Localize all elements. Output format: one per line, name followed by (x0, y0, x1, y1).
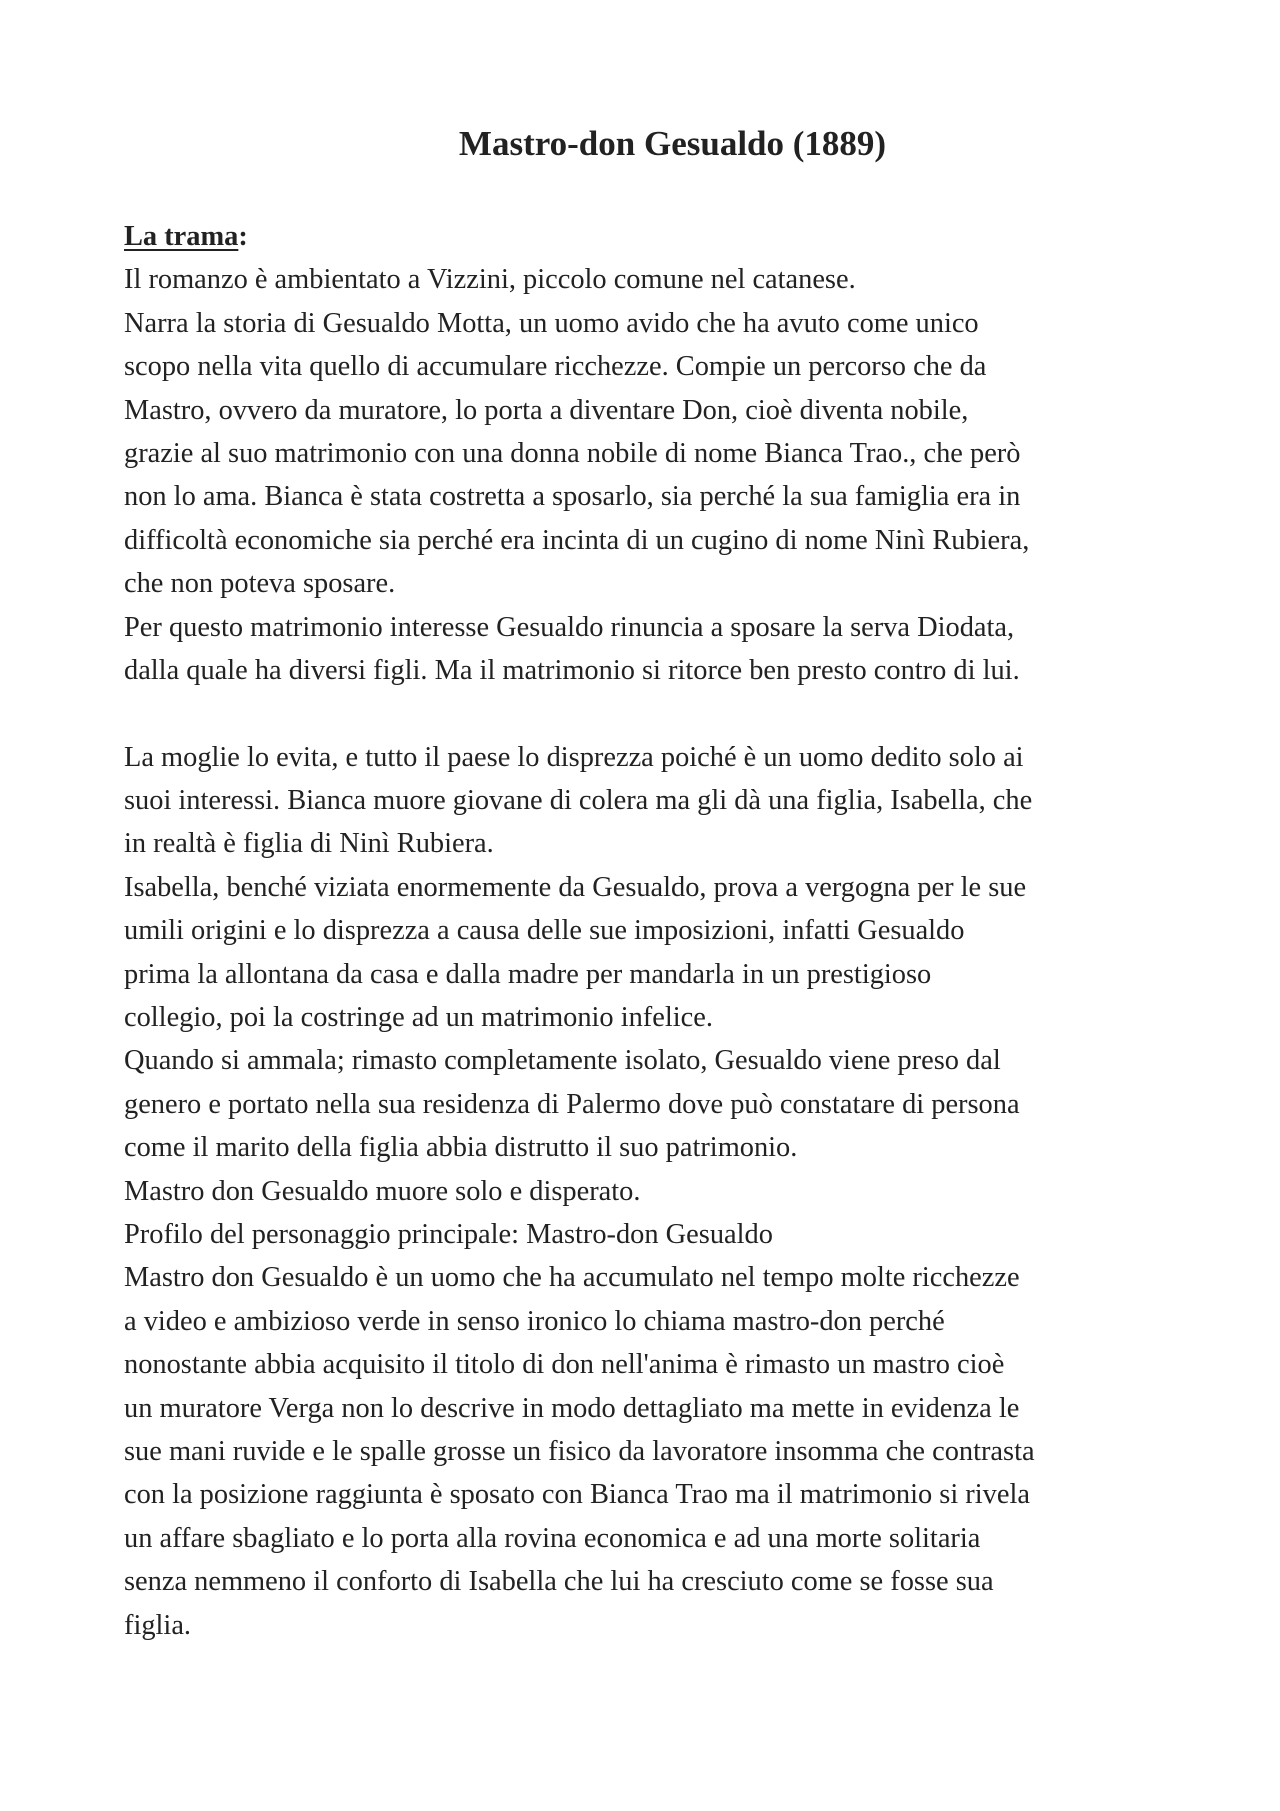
body-line: figlia. (124, 1609, 192, 1641)
body-line: Narra la storia di Gesualdo Motta, un uomo avido che ha avuto come unico (124, 307, 979, 339)
body-line: Per questo matrimonio interesse Gesualdo rinuncia a sposare la serva Diodata, (124, 611, 1015, 643)
body-line: genero e portato nella sua residenza di Palermo dove può constatare di persona (124, 1088, 1020, 1120)
paragraph-gap (124, 692, 1244, 735)
body-line: non lo ama. Bianca è stata costretta a sposarlo, sia perché la sua famiglia era in (124, 481, 1021, 513)
body-line: prima la allontana da casa e dalla madre per mandarla in un prestigioso (124, 958, 932, 990)
body-line: grazie al suo matrimonio con una donna nobile di nome Bianca Trao., che però (124, 437, 1021, 469)
body-line: dalla quale ha diversi figli. Ma il matrimonio si ritorce ben presto contro di lui. (124, 654, 1020, 686)
body-line: a video e ambizioso verde in senso ironico lo chiama mastro-don perché (124, 1305, 945, 1337)
body-line: che non poteva sposare. (124, 568, 396, 600)
body-line: Mastro don Gesualdo muore solo e disperato. (124, 1175, 641, 1207)
body-line: suoi interessi. Bianca muore giovane di colera ma gli dà una figlia, Isabella, che (124, 785, 1033, 817)
body-line: senza nemmeno il conforto di Isabella che lui ha cresciuto come se fosse sua (124, 1566, 994, 1598)
body-line: nonostante abbia acquisito il titolo di don nell'anima è rimasto un mastro cioè (124, 1349, 1005, 1381)
body-line: Quando si ammala; rimasto completamente isolato, Gesualdo viene preso dal (124, 1045, 1001, 1077)
body-line: un muratore Verga non lo descrive in modo dettagliato ma mette in evidenza le (124, 1392, 1020, 1424)
body-lines (124, 258, 1244, 1647)
section-heading-text: La trama (124, 221, 239, 252)
body-line: un affare sbagliato e lo porta alla rovina economica e ad una morte solitaria (124, 1522, 981, 1554)
document-title: Mastro-don Gesualdo (1889) (458, 124, 887, 163)
body-line: Il romanzo è ambientato a Vizzini, piccolo comune nel catanese. (124, 264, 856, 296)
body-line: Mastro don Gesualdo è un uomo che ha accumulato nel tempo molte ricchezze (124, 1262, 1020, 1294)
body-line: Mastro, ovvero da muratore, lo porta a diventare Don, cioè diventa nobile, (124, 394, 969, 426)
body-line: Profilo del personaggio principale: Mastro-don Gesualdo (124, 1218, 773, 1250)
body-line: La moglie lo evita, e tutto il paese lo disprezza poiché è un uomo dedito solo ai (124, 741, 1024, 773)
body-line: collegio, poi la costringe ad un matrimonio infelice. (124, 1002, 713, 1034)
section-heading-colon: : (238, 221, 248, 252)
body-line: con la posizione raggiunta è sposato con Bianca Trao ma il matrimonio si rivela (124, 1479, 1030, 1511)
body-line: come il marito della figlia abbia distrutto il suo patrimonio. (124, 1132, 798, 1164)
body-line: umili origini e lo disprezza a causa delle sue imposizioni, infatti Gesualdo (124, 915, 965, 947)
section-heading-line (124, 215, 1244, 258)
body-line: in realtà è figlia di Ninì Rubiera. (124, 828, 494, 860)
section-heading (124, 221, 248, 252)
body-line: sue mani ruvide e le spalle grosse un fisico da lavoratore insomma che contrasta (124, 1435, 1035, 1467)
document-body (124, 215, 1244, 1647)
body-line: Isabella, benché viziata enormemente da Gesualdo, prova a vergogna per le sue (124, 871, 1027, 903)
body-line: scopo nella vita quello di accumulare ricchezze. Compie un percorso che da (124, 351, 987, 383)
body-line: difficoltà economiche sia perché era incinta di un cugino di nome Ninì Rubiera, (124, 524, 1030, 556)
